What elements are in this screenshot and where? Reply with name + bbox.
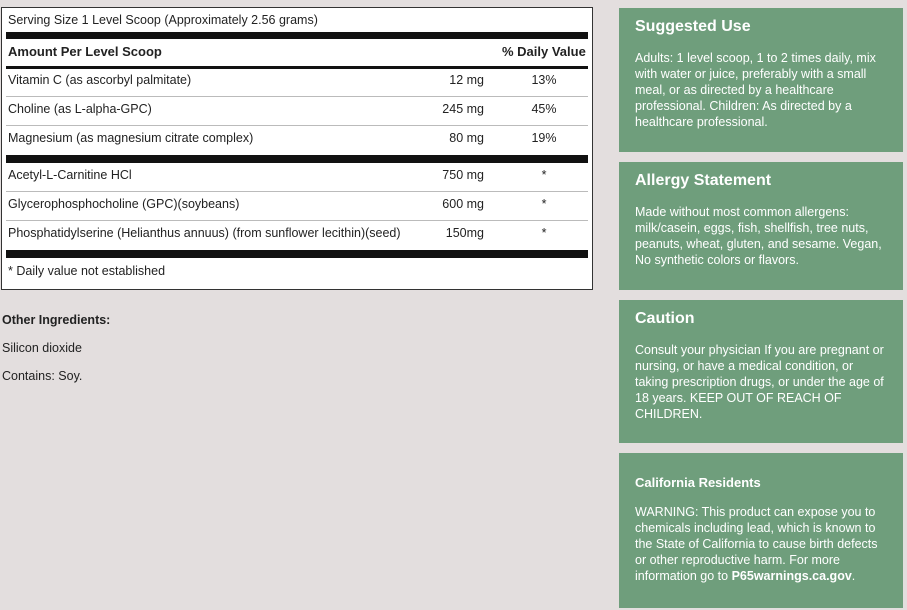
thick-divider — [6, 32, 588, 39]
nutrient-amount: 600 mg — [442, 197, 484, 211]
panel-text: Consult your physician If you are pregnant or nursing, or have a medical condition, or taking prescription drugs, or under the age of 18 years. KEEP OUT OF REACH OF CHILDREN. — [635, 343, 884, 421]
panel-title: Suggested Use — [635, 18, 751, 35]
california-residents-panel — [619, 453, 903, 608]
panel-text — [635, 504, 887, 584]
nutrient-amount: 245 mg — [442, 102, 484, 116]
nutrient-daily-value: 13% — [531, 73, 557, 87]
nutrient-daily-value: * — [541, 197, 547, 211]
caution-panel — [619, 300, 903, 443]
nutrient-row — [6, 96, 588, 126]
panel-title: Caution — [635, 310, 695, 327]
ingredients-text: Silicon dioxide — [2, 341, 82, 355]
supplement-facts-table — [1, 7, 593, 290]
amount-header: Amount Per Level Scoop — [8, 44, 162, 59]
nutrient-amount: 150mg — [445, 226, 484, 240]
nutrient-amount: 750 mg — [442, 168, 484, 182]
other-ingredients — [2, 313, 110, 397]
thick-divider — [6, 250, 588, 258]
nutrient-name: Choline (as L-alpha-GPC) — [8, 102, 152, 116]
warning-end: . — [851, 569, 856, 583]
nutrient-row — [6, 125, 588, 154]
panel-title: California Residents — [635, 475, 761, 490]
nutrient-row — [6, 162, 588, 192]
other-ingredients-label: Other Ingredients: — [2, 313, 111, 327]
panel-text: Adults: 1 level scoop, 1 to 2 times daily, mix with water or juice, preferably with a small meal, or as directed by a healthcare professional. Children: As directed by a healthcare professional. — [635, 51, 876, 129]
daily-value-header: % Daily Value — [502, 44, 586, 59]
nutrient-name: Acetyl-L-Carnitine HCl — [8, 168, 132, 182]
nutrient-row — [6, 191, 588, 221]
nutrient-daily-value: * — [541, 226, 547, 240]
contains-text: Contains: Soy. — [2, 369, 83, 383]
nutrient-row — [6, 67, 588, 97]
panel-title: Allergy Statement — [635, 172, 772, 189]
serving-size: Serving Size 1 Level Scoop (Approximately 2.56 grams) — [8, 13, 318, 27]
p65-link[interactable]: P65warnings.ca.gov — [731, 569, 852, 583]
nutrient-amount: 12 mg — [449, 73, 484, 87]
warning-text: WARNING: This product can expose you to chemicals including lead, which is known to the State of California to cause birth defects or other reproductive harm. For more information go to — [635, 505, 878, 583]
nutrient-name: Vitamin C (as ascorbyl palmitate) — [8, 73, 192, 87]
allergy-statement-panel — [619, 162, 903, 290]
nutrient-name: Magnesium (as magnesium citrate complex) — [8, 131, 254, 145]
nutrient-daily-value: * — [541, 168, 547, 182]
suggested-use-panel — [619, 8, 903, 152]
nutrient-daily-value: 19% — [531, 131, 557, 145]
panel-text: Made without most common allergens: milk/casein, eggs, fish, shellfish, tree nuts, peanuts, wheat, gluten, and sesame. Vegan, No synthetic colors or flavors. — [635, 205, 882, 267]
nutrient-daily-value: 45% — [531, 102, 557, 116]
nutrient-row — [6, 220, 588, 249]
nutrient-name: Phosphatidylserine (Helianthus annuus) (from sunflower lecithin)(seed) — [8, 226, 401, 240]
nutrient-name: Glycerophosphocholine (GPC)(soybeans) — [8, 197, 240, 211]
footnote: * Daily value not established — [8, 264, 166, 278]
nutrient-amount: 80 mg — [449, 131, 484, 145]
